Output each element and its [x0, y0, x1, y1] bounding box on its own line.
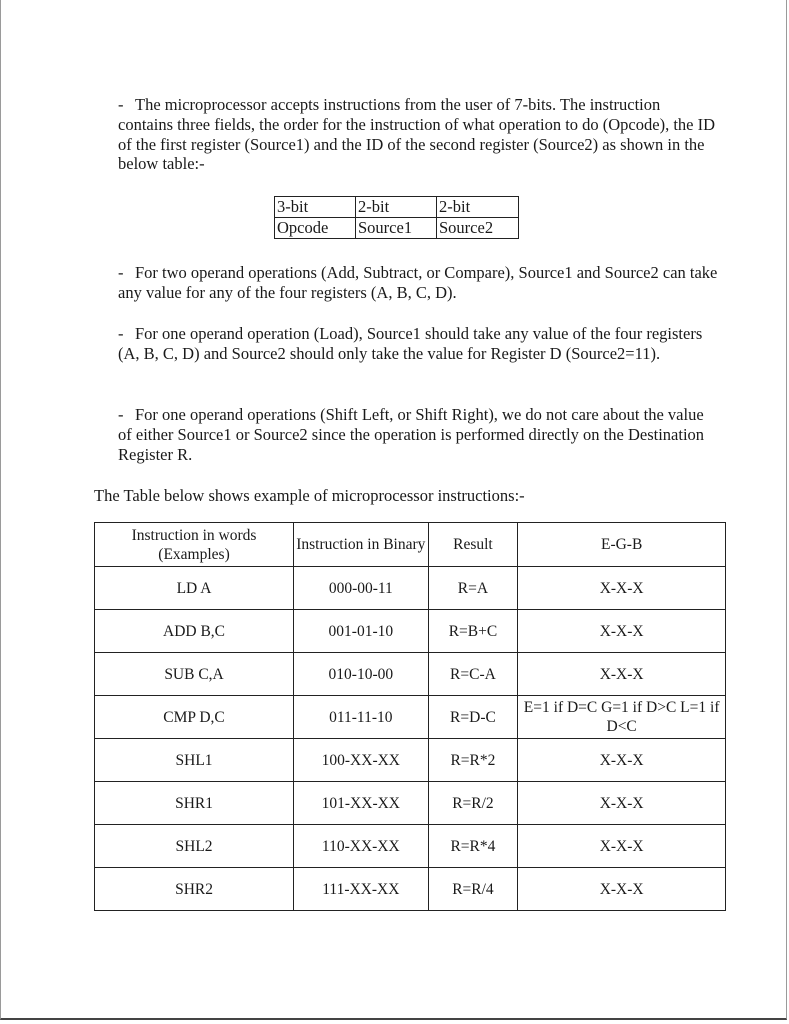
table-cell: 010-10-00 [294, 653, 429, 696]
table-cell: 110-XX-XX [294, 825, 429, 868]
header-cell: Instruction in words (Examples) [95, 523, 294, 567]
format-cell: Source1 [356, 218, 437, 239]
table-cell: X-X-X [518, 653, 726, 696]
table-cell: X-X-X [518, 610, 726, 653]
table-cell: R=R*2 [428, 739, 518, 782]
table-cell: 000-00-11 [294, 567, 429, 610]
table-cell: X-X-X [518, 868, 726, 911]
bullet-dash: - [118, 405, 124, 424]
paragraph-text: The microprocessor accepts instructions from the user of 7-bits. The instruction contains three fields, the order for the instruction of what operation to do (Opcode), the ID of the first register (Source1) and the ID of the second register (Source2) as shown in the below table:- [118, 95, 716, 174]
table-cell: E=1 if D=C G=1 if D>C L=1 if D<C [518, 696, 726, 739]
table-header-row [95, 523, 726, 567]
table-cell: LD A [95, 567, 294, 610]
table-row [95, 739, 726, 782]
table-cell: X-X-X [518, 739, 726, 782]
table-cell: SHR2 [95, 868, 294, 911]
table-cell: X-X-X [518, 567, 726, 610]
format-cell: 3-bit [275, 197, 356, 218]
table-cell: SHR1 [95, 782, 294, 825]
table-cell: SUB C,A [95, 653, 294, 696]
table-row [95, 825, 726, 868]
table-cell: R=B+C [428, 610, 518, 653]
table-cell: R=C-A [428, 653, 518, 696]
table-cell: 111-XX-XX [294, 868, 429, 911]
table-cell: X-X-X [518, 782, 726, 825]
paragraph-text: For one operand operations (Shift Left, or Shift Right), we do not care about the value of either Source1 or Source2 since the operation is performed directly on the Destination Register R. [118, 405, 705, 464]
format-cell: 2-bit [356, 197, 437, 218]
table-cell: 101-XX-XX [294, 782, 429, 825]
table-cell: CMP D,C [95, 696, 294, 739]
paragraph-shift-operand [118, 405, 718, 464]
format-cell: Source2 [437, 218, 519, 239]
table-row [95, 610, 726, 653]
header-cell: Instruction in Binary [294, 523, 429, 567]
table-row [95, 782, 726, 825]
table-intro-text: The Table below shows example of microprocessor instructions:- [94, 486, 525, 505]
bullet-dash: - [118, 95, 124, 114]
header-cell: E-G-B [518, 523, 726, 567]
paragraph-instruction-format [118, 95, 718, 174]
paragraph-text: For two operand operations (Add, Subtract, or Compare), Source1 and Source2 can take any value for any of the four registers (A, B, C, D). [118, 263, 718, 302]
bullet-dash: - [118, 263, 124, 282]
instruction-format-table [274, 196, 519, 239]
paragraph-load-operand [118, 324, 718, 364]
table-cell: 100-XX-XX [294, 739, 429, 782]
table-cell: SHL1 [95, 739, 294, 782]
table-row [95, 868, 726, 911]
table-cell: R=R/2 [428, 782, 518, 825]
table-cell: R=A [428, 567, 518, 610]
table-row [95, 696, 726, 739]
table-row [95, 567, 726, 610]
paragraph-text: For one operand operation (Load), Source1 should take any value of the four registers (A, B, C, D) and Source2 should only take the value for Register D (Source2=11). [118, 324, 703, 363]
table-cell: SHL2 [95, 825, 294, 868]
table-cell: 001-01-10 [294, 610, 429, 653]
instruction-examples-table [94, 522, 726, 911]
table-cell: ADD B,C [95, 610, 294, 653]
format-bits-row [275, 197, 519, 218]
format-cell: Opcode [275, 218, 356, 239]
format-fields-row [275, 218, 519, 239]
table-cell: R=R/4 [428, 868, 518, 911]
format-cell: 2-bit [437, 197, 519, 218]
table-cell: R=R*4 [428, 825, 518, 868]
paragraph-two-operand [118, 263, 718, 303]
header-cell: Result [428, 523, 518, 567]
table-cell: 011-11-10 [294, 696, 429, 739]
table-cell: R=D-C [428, 696, 518, 739]
bullet-dash: - [118, 324, 124, 343]
table-row [95, 653, 726, 696]
table-cell: X-X-X [518, 825, 726, 868]
